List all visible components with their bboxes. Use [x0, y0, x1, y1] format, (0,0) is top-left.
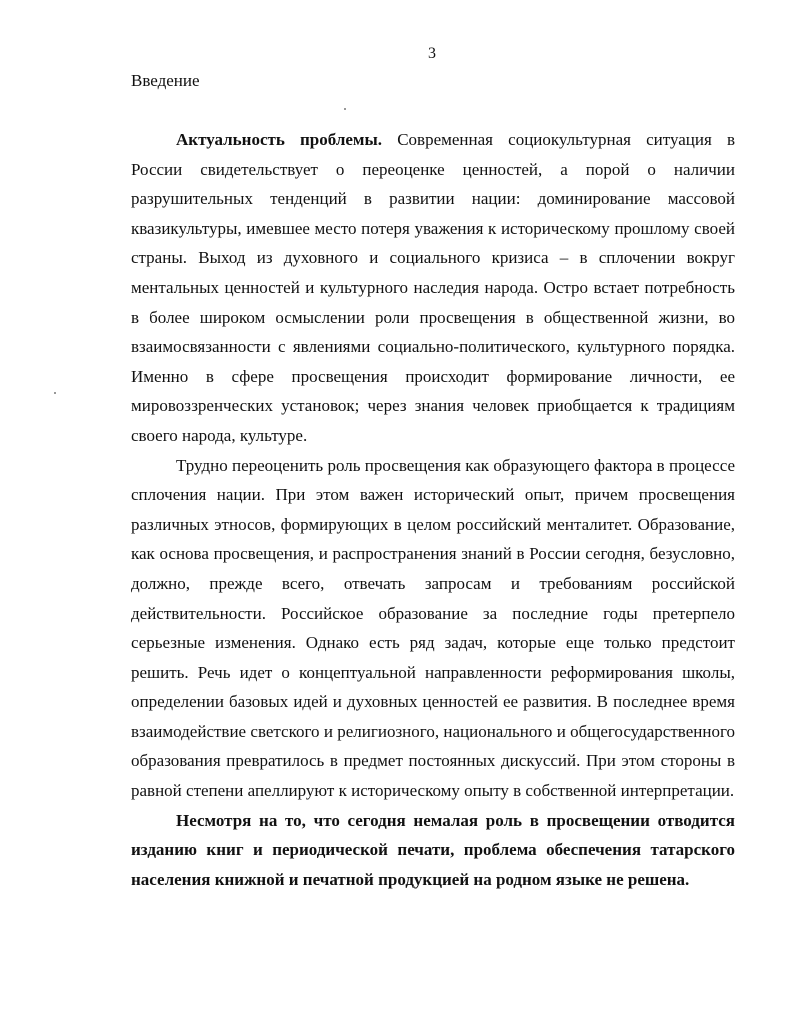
paragraph-text: Современная социокультурная ситуация в России свидетельствует о переоценке ценностей, а порой о наличии разрушительных тенденций в развитии нации: доминирование массовой квазикультуры, имевшее место потеря уважения к историческому прошлому своей страны. Выход из духовного и социального кризиса – в сплочении вокруг ментальных ценностей и культурного наследия народа. Остро встает потребность в более широком осмыслении роли просвещения в общественной жизни, во взаимосвязанности с явлениями социально-политического, культурного порядка. Именно в сфере просвещения происходит формирование личности, ее мировоззренческих установок; через знания человек приобщается к традициям своего народа, культуре.	[131, 130, 735, 445]
paragraph-publishing: Несмотря на то, что сегодня немалая роль в просвещении отводится изданию книг и периодической печати, проблема обеспечения татарского населения книжной и печатной продукцией на родном языке не решена.	[131, 810, 735, 889]
scan-artifact	[54, 392, 56, 394]
page-number: 3	[428, 45, 436, 62]
paragraph-relevance	[131, 125, 735, 451]
paragraph-lead: Актуальность проблемы.	[176, 130, 383, 149]
scan-artifact	[344, 108, 346, 110]
paragraph-education: Трудно переоценить роль просвещения как образующего фактора в процессе сплочения нации. При этом важен исторический опыт, причем просвещения различных этносов, формирующих в целом российский менталитет. Образование, как основа просвещения, и распространения знаний в России сегодня, безусловно, должно, прежде всего, отвечать запросам и требованиям российской действительности. Российское образование за последние годы претерпело серьезные изменения. Однако есть ряд задач, которые еще только предстоит решить. Речь идет о концептуальной направленности реформирования школы, определении базовых идей и духовных ценностей ее развития. В последнее время взаимодействие светского и религиозного, национального и общегосударственного образования превратилось в предмет постоянных дискуссий. При этом стороны в равной степени апеллируют к историческому опыту в собственной интерпретации.	[131, 455, 735, 801]
section-heading: Введение	[131, 71, 200, 90]
body-text	[131, 125, 735, 894]
